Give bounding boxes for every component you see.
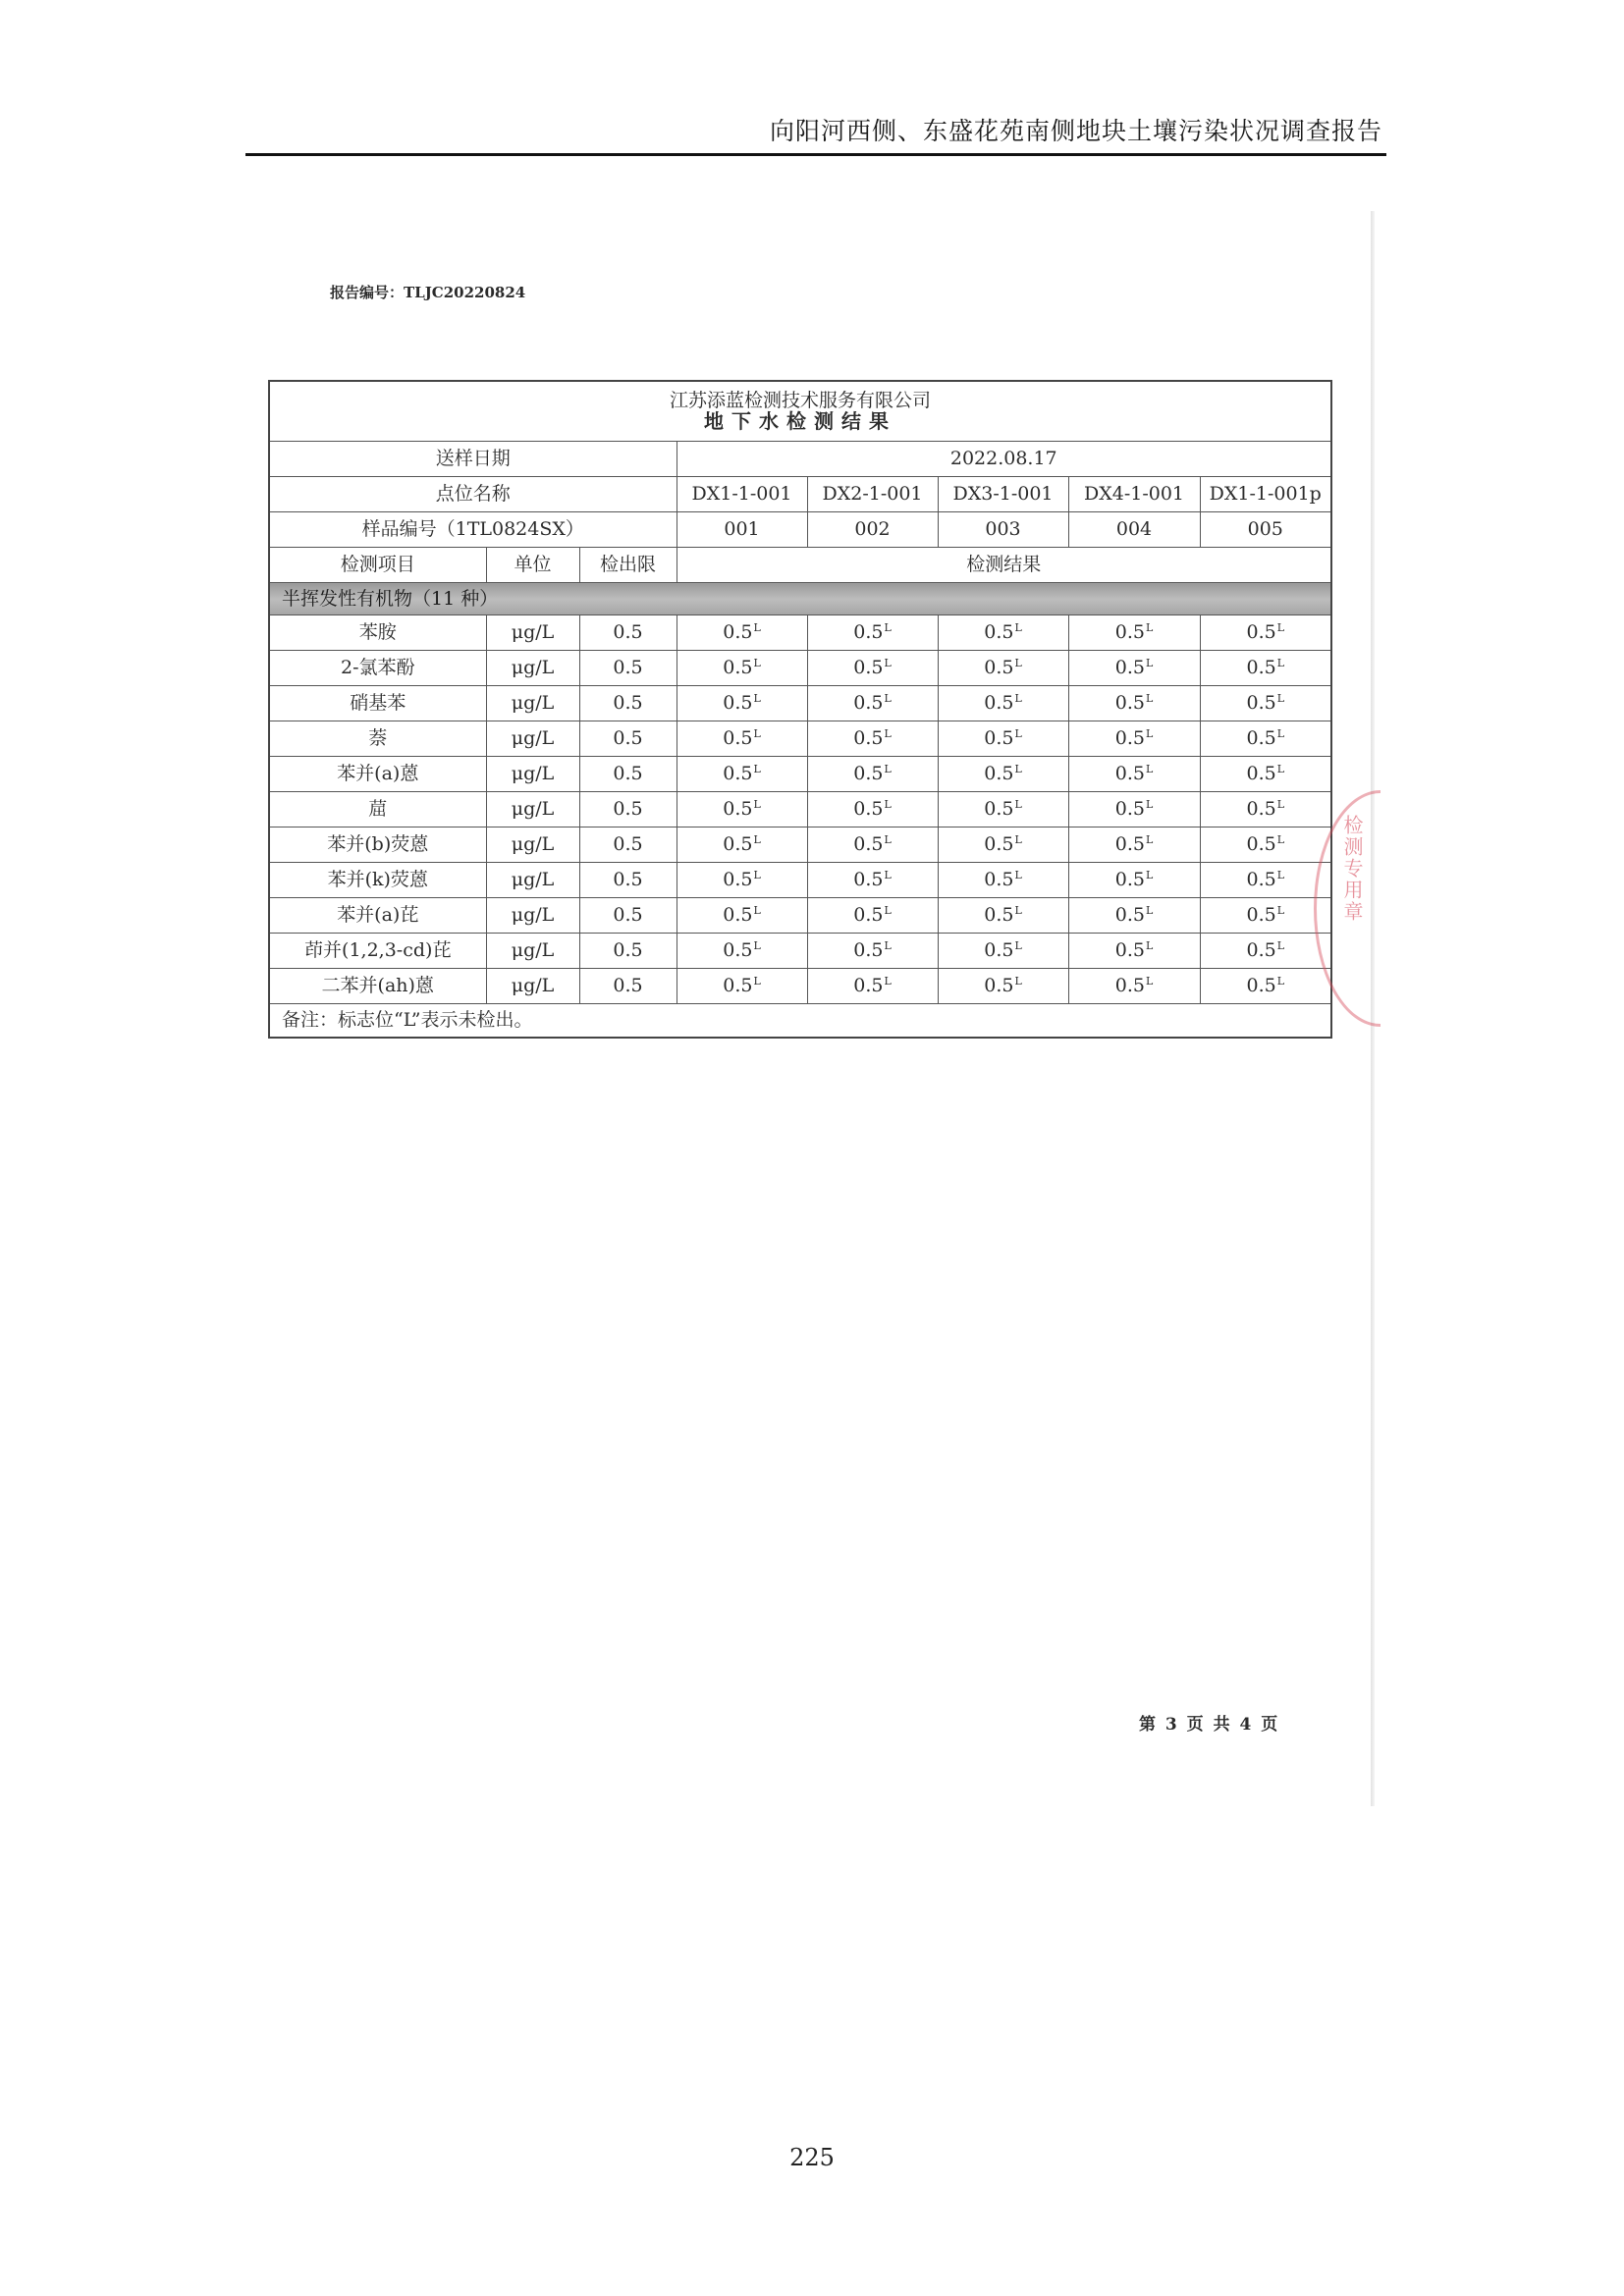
result-value-cell	[938, 792, 1068, 828]
result-value: 0.5	[723, 763, 753, 785]
not-detected-flag: L	[884, 904, 892, 918]
result-value: 0.5	[853, 798, 884, 821]
not-detected-flag: L	[1276, 869, 1285, 882]
analyte-name: 䓛	[269, 792, 486, 828]
result-value-cell	[677, 898, 807, 934]
not-detected-flag: L	[1276, 621, 1285, 635]
not-detected-flag: L	[1145, 798, 1154, 812]
result-value-cell	[677, 828, 807, 863]
not-detected-flag: L	[753, 657, 761, 670]
not-detected-flag: L	[753, 798, 761, 812]
not-detected-flag: L	[1014, 692, 1022, 706]
column-header-unit: 单位	[486, 548, 579, 583]
result-value-cell	[677, 792, 807, 828]
result-value: 0.5	[984, 869, 1014, 891]
result-value-cell	[1200, 686, 1331, 721]
result-value-cell	[1068, 792, 1200, 828]
result-value-cell	[807, 615, 938, 651]
result-value-cell	[1068, 969, 1200, 1004]
result-value: 0.5	[1246, 727, 1276, 750]
result-row	[269, 898, 1331, 934]
result-value-cell	[1068, 934, 1200, 969]
result-value: 0.5	[723, 904, 753, 927]
result-value: 0.5	[1114, 939, 1145, 962]
point-name: DX1-1-001p	[1200, 477, 1331, 512]
not-detected-flag: L	[1276, 939, 1285, 953]
not-detected-flag: L	[1145, 904, 1154, 918]
not-detected-flag: L	[884, 869, 892, 882]
unit-cell: μg/L	[486, 651, 579, 686]
column-header-item: 检测项目	[269, 548, 486, 583]
not-detected-flag: L	[753, 975, 761, 988]
result-value: 0.5	[1114, 833, 1145, 856]
not-detected-flag: L	[1276, 763, 1285, 776]
result-value-cell	[807, 863, 938, 898]
analyte-name: 茚并(1,2,3-cd)芘	[269, 934, 486, 969]
result-value-cell	[938, 828, 1068, 863]
not-detected-flag: L	[1276, 975, 1285, 988]
result-value: 0.5	[1114, 869, 1145, 891]
result-value: 0.5	[1246, 692, 1276, 715]
not-detected-flag: L	[1145, 975, 1154, 988]
detection-limit-cell: 0.5	[579, 969, 677, 1004]
not-detected-flag: L	[1276, 727, 1285, 741]
not-detected-flag: L	[1014, 833, 1022, 847]
not-detected-flag: L	[1014, 869, 1022, 882]
not-detected-flag: L	[1014, 763, 1022, 776]
result-value-cell	[1200, 969, 1331, 1004]
not-detected-flag: L	[753, 833, 761, 847]
not-detected-flag: L	[1014, 657, 1022, 670]
result-value: 0.5	[1114, 904, 1145, 927]
not-detected-flag: L	[1145, 692, 1154, 706]
result-row	[269, 934, 1331, 969]
not-detected-flag: L	[1014, 904, 1022, 918]
unit-cell: μg/L	[486, 757, 579, 792]
result-value: 0.5	[1246, 975, 1276, 997]
result-value-cell	[677, 721, 807, 757]
not-detected-flag: L	[1014, 621, 1022, 635]
result-value-cell	[677, 686, 807, 721]
result-value: 0.5	[853, 939, 884, 962]
result-value-cell	[677, 863, 807, 898]
result-value: 0.5	[723, 657, 753, 679]
result-value: 0.5	[1114, 763, 1145, 785]
detection-limit-cell: 0.5	[579, 828, 677, 863]
result-value: 0.5	[723, 833, 753, 856]
detection-limit-cell: 0.5	[579, 721, 677, 757]
point-name: DX3-1-001	[938, 477, 1068, 512]
groundwater-results-table	[268, 380, 1332, 1039]
result-value-cell	[1200, 651, 1331, 686]
result-row	[269, 721, 1331, 757]
sample-number: 005	[1200, 512, 1331, 548]
result-value: 0.5	[984, 833, 1014, 856]
result-value-cell	[1200, 792, 1331, 828]
unit-cell: μg/L	[486, 828, 579, 863]
result-value-cell	[1200, 757, 1331, 792]
result-value: 0.5	[1246, 939, 1276, 962]
result-value: 0.5	[853, 657, 884, 679]
analyte-name: 苯胺	[269, 615, 486, 651]
column-header-result: 检测结果	[677, 548, 1331, 583]
result-value-cell	[1068, 721, 1200, 757]
result-value: 0.5	[984, 727, 1014, 750]
not-detected-flag: L	[753, 763, 761, 776]
result-row	[269, 757, 1331, 792]
not-detected-flag: L	[1276, 692, 1285, 706]
not-detected-flag: L	[884, 798, 892, 812]
result-value: 0.5	[723, 869, 753, 891]
result-value-cell	[807, 898, 938, 934]
not-detected-flag: L	[884, 657, 892, 670]
not-detected-flag: L	[1276, 833, 1285, 847]
result-value-cell	[1068, 898, 1200, 934]
not-detected-flag: L	[1014, 939, 1022, 953]
analyte-name: 苯并(k)荧蒽	[269, 863, 486, 898]
result-value: 0.5	[723, 798, 753, 821]
detection-limit-cell: 0.5	[579, 863, 677, 898]
result-value: 0.5	[1246, 833, 1276, 856]
result-row	[269, 792, 1331, 828]
unit-cell: μg/L	[486, 934, 579, 969]
point-name-label: 点位名称	[269, 477, 677, 512]
result-row	[269, 615, 1331, 651]
unit-cell: μg/L	[486, 721, 579, 757]
unit-cell: μg/L	[486, 898, 579, 934]
sampling-date-value: 2022.08.17	[677, 442, 1331, 477]
result-value: 0.5	[853, 621, 884, 644]
running-header	[245, 110, 1386, 156]
result-value: 0.5	[1246, 621, 1276, 644]
analyte-name: 苯并(b)荧蒽	[269, 828, 486, 863]
result-value: 0.5	[984, 657, 1014, 679]
page-number: 225	[789, 2144, 835, 2171]
detection-limit-cell: 0.5	[579, 757, 677, 792]
result-value-cell	[938, 651, 1068, 686]
result-value: 0.5	[984, 763, 1014, 785]
detection-limit-cell: 0.5	[579, 686, 677, 721]
unit-cell: μg/L	[486, 686, 579, 721]
section-label: 半挥发性有机物（11 种）	[269, 583, 1331, 615]
not-detected-flag: L	[1145, 833, 1154, 847]
result-value: 0.5	[853, 833, 884, 856]
result-value: 0.5	[723, 975, 753, 997]
result-row	[269, 651, 1331, 686]
point-name: DX1-1-001	[677, 477, 807, 512]
not-detected-flag: L	[884, 692, 892, 706]
not-detected-flag: L	[753, 727, 761, 741]
detection-limit-cell: 0.5	[579, 792, 677, 828]
sample-number: 001	[677, 512, 807, 548]
sample-number-label: 样品编号（1TL0824SX）	[269, 512, 677, 548]
not-detected-flag: L	[1014, 975, 1022, 988]
not-detected-flag: L	[753, 621, 761, 635]
result-value-cell	[807, 792, 938, 828]
unit-cell: μg/L	[486, 863, 579, 898]
result-value: 0.5	[984, 904, 1014, 927]
point-name: DX4-1-001	[1068, 477, 1200, 512]
result-value-cell	[1068, 757, 1200, 792]
result-value-cell	[938, 686, 1068, 721]
result-value: 0.5	[1246, 869, 1276, 891]
not-detected-flag: L	[1145, 869, 1154, 882]
sample-number: 002	[807, 512, 938, 548]
result-value-cell	[677, 757, 807, 792]
result-value-cell	[677, 969, 807, 1004]
result-value: 0.5	[984, 975, 1014, 997]
report-header-title: 向阳河西侧、东盛花苑南侧地块土壤污染状况调查报告	[769, 117, 1382, 145]
result-value: 0.5	[723, 939, 753, 962]
table-title-cell	[269, 381, 1331, 442]
not-detected-flag: L	[884, 939, 892, 953]
analyte-name: 2-氯苯酚	[269, 651, 486, 686]
not-detected-flag: L	[1014, 727, 1022, 741]
sample-number: 004	[1068, 512, 1200, 548]
result-value: 0.5	[853, 904, 884, 927]
result-value: 0.5	[1114, 727, 1145, 750]
result-value-cell	[807, 686, 938, 721]
result-value-cell	[807, 721, 938, 757]
result-value: 0.5	[984, 621, 1014, 644]
detection-limit-cell: 0.5	[579, 934, 677, 969]
table-note: 备注：标志位“L”表示未检出。	[269, 1004, 1331, 1039]
unit-cell: μg/L	[486, 969, 579, 1004]
page-count: 第 3 页 共 4 页	[1139, 1715, 1280, 1735]
result-value: 0.5	[1246, 904, 1276, 927]
result-value: 0.5	[853, 763, 884, 785]
result-value-cell	[1200, 828, 1331, 863]
not-detected-flag: L	[1145, 763, 1154, 776]
analyte-name: 苯并(a)蒽	[269, 757, 486, 792]
result-value-cell	[938, 969, 1068, 1004]
analyte-name: 二苯并(ah)蒽	[269, 969, 486, 1004]
not-detected-flag: L	[884, 975, 892, 988]
not-detected-flag: L	[1276, 798, 1285, 812]
not-detected-flag: L	[884, 727, 892, 741]
result-row	[269, 686, 1331, 721]
not-detected-flag: L	[753, 904, 761, 918]
result-row	[269, 828, 1331, 863]
sampling-date-label: 送样日期	[269, 442, 677, 477]
not-detected-flag: L	[1145, 939, 1154, 953]
column-header-limit: 检出限	[579, 548, 677, 583]
result-value-cell	[807, 828, 938, 863]
result-value-cell	[1200, 615, 1331, 651]
point-name: DX2-1-001	[807, 477, 938, 512]
result-value: 0.5	[1246, 763, 1276, 785]
result-value: 0.5	[1246, 657, 1276, 679]
unit-cell: μg/L	[486, 615, 579, 651]
result-row	[269, 863, 1331, 898]
result-value: 0.5	[723, 692, 753, 715]
report-number: 报告编号：TLJC20220824	[330, 284, 526, 301]
result-value-cell	[938, 934, 1068, 969]
detection-limit-cell: 0.5	[579, 898, 677, 934]
result-value-cell	[1200, 934, 1331, 969]
company-seal-stamp	[1314, 790, 1447, 1027]
not-detected-flag: L	[884, 763, 892, 776]
not-detected-flag: L	[1276, 904, 1285, 918]
result-value: 0.5	[984, 692, 1014, 715]
result-value: 0.5	[1246, 798, 1276, 821]
result-value: 0.5	[853, 869, 884, 891]
result-value-cell	[938, 721, 1068, 757]
result-value: 0.5	[1114, 657, 1145, 679]
result-value-cell	[938, 615, 1068, 651]
result-value-cell	[677, 651, 807, 686]
result-value-cell	[1200, 721, 1331, 757]
result-value-cell	[807, 757, 938, 792]
result-row	[269, 969, 1331, 1004]
not-detected-flag: L	[1145, 727, 1154, 741]
result-value: 0.5	[853, 727, 884, 750]
not-detected-flag: L	[1145, 621, 1154, 635]
result-value: 0.5	[853, 692, 884, 715]
seal-stamp-text: 检测专用章	[1340, 815, 1364, 923]
not-detected-flag: L	[753, 692, 761, 706]
result-value-cell	[1068, 651, 1200, 686]
result-value: 0.5	[723, 621, 753, 644]
result-value: 0.5	[984, 798, 1014, 821]
detection-limit-cell: 0.5	[579, 651, 677, 686]
result-value: 0.5	[723, 727, 753, 750]
not-detected-flag: L	[1145, 657, 1154, 670]
result-value-cell	[1068, 863, 1200, 898]
analyte-name: 硝基苯	[269, 686, 486, 721]
result-value-cell	[1200, 898, 1331, 934]
result-value-cell	[938, 863, 1068, 898]
not-detected-flag: L	[1276, 657, 1285, 670]
result-value-cell	[938, 898, 1068, 934]
analyte-name: 苯并(a)芘	[269, 898, 486, 934]
result-value-cell	[807, 934, 938, 969]
result-value-cell	[1068, 686, 1200, 721]
result-value: 0.5	[1114, 798, 1145, 821]
result-value-cell	[1068, 828, 1200, 863]
result-value-cell	[807, 651, 938, 686]
result-value-cell	[938, 757, 1068, 792]
result-value: 0.5	[1114, 975, 1145, 997]
result-value-cell	[1068, 615, 1200, 651]
table-title: 地下水检测结果	[704, 409, 896, 434]
analyte-name: 萘	[269, 721, 486, 757]
sample-number: 003	[938, 512, 1068, 548]
result-value-cell	[807, 969, 938, 1004]
result-value: 0.5	[1114, 621, 1145, 644]
not-detected-flag: L	[1014, 798, 1022, 812]
company-name: 江苏添蓝检测技术服务有限公司	[670, 389, 932, 411]
result-value-cell	[1200, 863, 1331, 898]
not-detected-flag: L	[753, 869, 761, 882]
result-value-cell	[677, 615, 807, 651]
not-detected-flag: L	[884, 833, 892, 847]
not-detected-flag: L	[884, 621, 892, 635]
unit-cell: μg/L	[486, 792, 579, 828]
detection-limit-cell: 0.5	[579, 615, 677, 651]
result-value: 0.5	[984, 939, 1014, 962]
not-detected-flag: L	[753, 939, 761, 953]
result-value-cell	[677, 934, 807, 969]
result-value: 0.5	[1114, 692, 1145, 715]
result-value: 0.5	[853, 975, 884, 997]
